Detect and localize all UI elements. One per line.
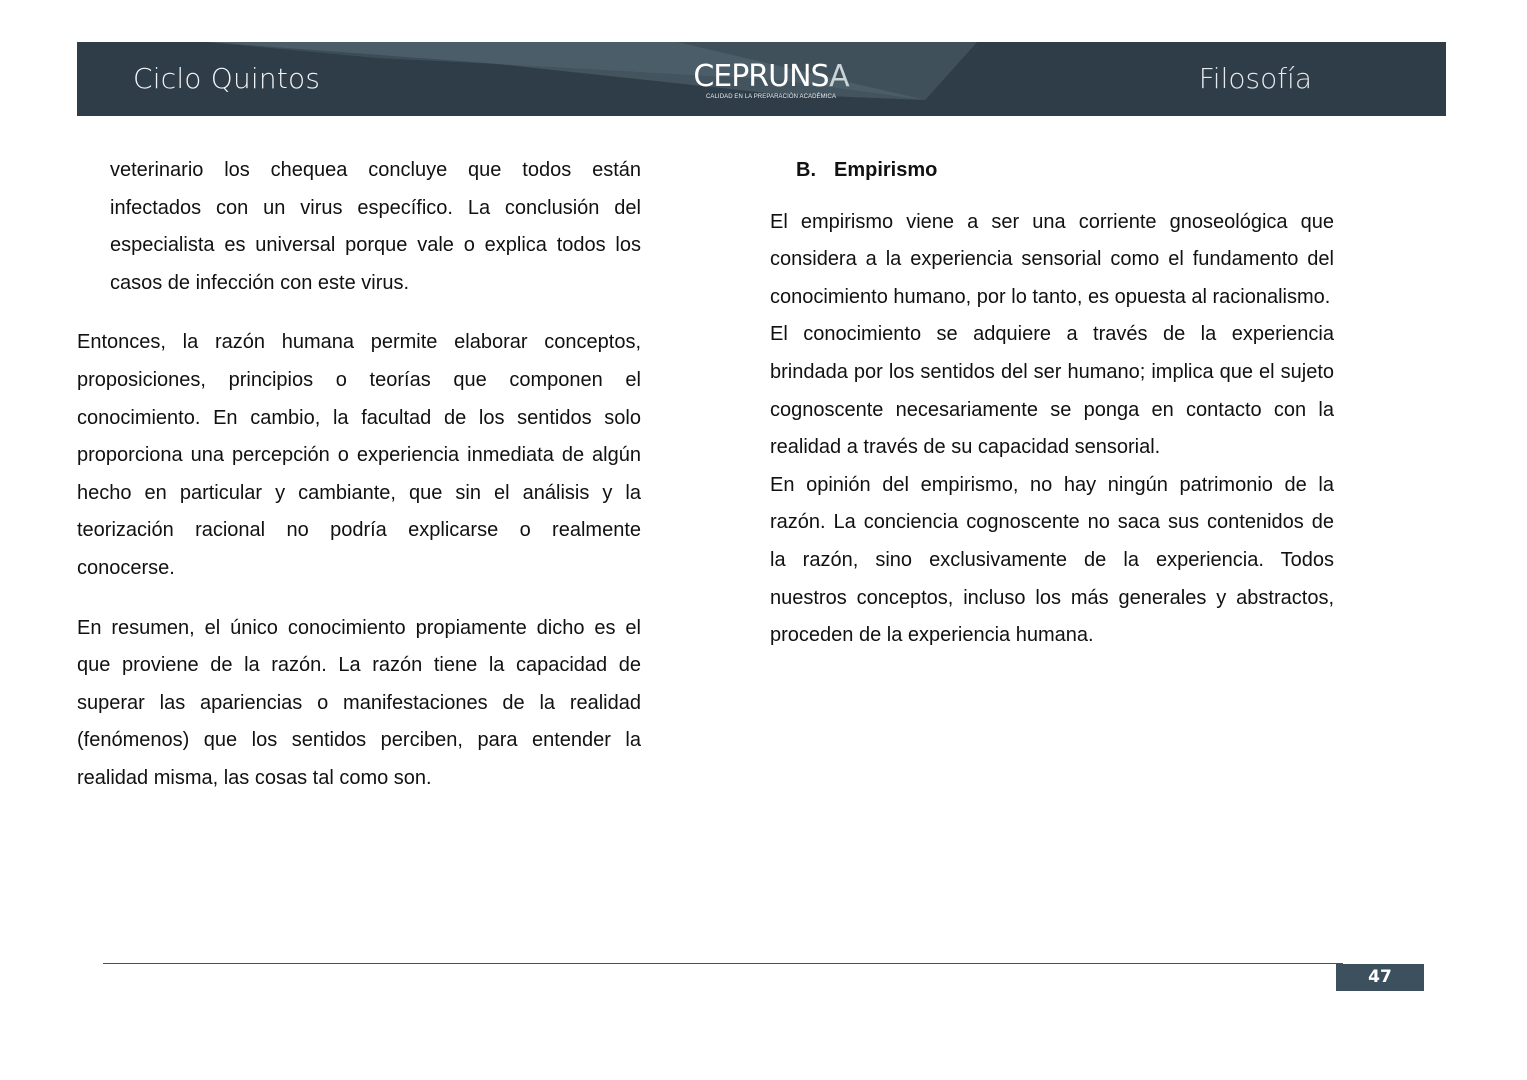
logo-wordmark-main: CEPRUNS: [693, 59, 830, 94]
paragraph-continuation: veterinario los chequea concluye que todos están infectados con un virus específico. La conclusión del especialista es universal porque vale o explica todos los casos de infección con este virus.: [110, 159, 641, 294]
right-column: [770, 152, 1334, 655]
left-column: [77, 152, 641, 798]
paragraph-empirismo-definition: El empirismo viene a ser una corriente gnoseológica que considera a la experiencia sensorial como el fundamento del conocimiento humano, por lo tanto, es opuesta al racionalismo.: [770, 210, 1334, 308]
subject-title: Filosofía: [1198, 62, 1312, 95]
ceprunsa-logo: [686, 59, 856, 100]
course-cycle-title: Ciclo Quintos: [133, 62, 321, 95]
paragraph-empirismo-opinion: En opinión del empirismo, no hay ningún patrimonio de la razón. La conciencia cognoscente no saca sus contenidos de la razón, sino exclusivamente de la experiencia. Todos nuestros conceptos, incluso los más generales y abstractos, proceden de la experiencia humana.: [770, 473, 1334, 647]
logo-wordmark: [686, 59, 856, 94]
footer-divider: [103, 963, 1343, 964]
page-number-badge: 47: [1336, 964, 1424, 991]
section-heading: [770, 152, 1334, 190]
paragraph-reason-concepts: Entonces, la razón humana permite elaborar conceptos, proposiciones, principios o teorías que componen el conocimiento. En cambio, la facultad de los sentidos solo proporciona una percepción o experiencia inmediata de algún hecho en particular y cambiante, que sin el análisis y la teorización racional no podría explicarse o realmente conocerse.: [77, 331, 641, 579]
paragraph-summary: En resumen, el único conocimiento propiamente dicho es el que proviene de la razón. La razón tiene la capacidad de superar las apariencias o manifestaciones de la realidad (fenómenos) que los sentidos perciben, para entender la realidad misma, las cosas tal como son.: [77, 616, 641, 789]
section-title: Empirismo: [834, 159, 938, 181]
logo-wordmark-accent: A: [829, 59, 849, 94]
paragraph-empirismo-knowledge: El conocimiento se adquiere a través de la experiencia brindada por los sentidos del ser humano; implica que el sujeto cognoscente necesariamente se ponga en contacto con la realidad a través de su capacidad sensorial.: [770, 323, 1334, 459]
section-letter: B.: [796, 159, 816, 181]
page-header: [77, 42, 1446, 116]
logo-tagline: CALIDAD EN LA PREPARACIÓN ACADÉMICA: [705, 94, 837, 100]
